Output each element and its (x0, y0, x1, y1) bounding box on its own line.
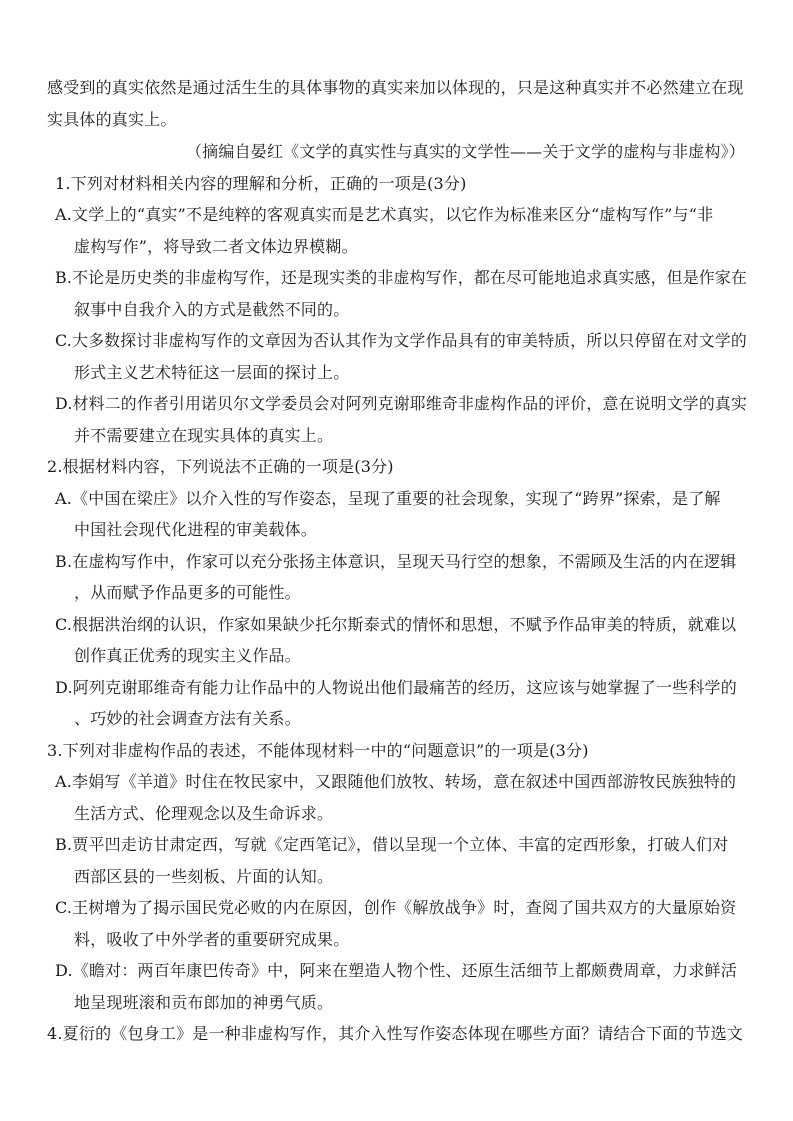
question-2-option-a: A.《中国在梁庄》以介入性的写作姿态，呈现了重要的社会现象，实现了“跨界”探索，是了解 (55, 489, 721, 508)
question-3-option-b: B.贾平凹走访甘肃定西，写就《定西笔记》，借以呈现一个立体、丰富的定西形象，打破人们对 (55, 835, 729, 854)
question-3-option-b-cont: 西部区县的一些刻板、片面的认知。 (74, 867, 334, 886)
question-2-option-c-cont: 创作真正优秀的现实主义作品。 (74, 646, 301, 665)
passage-text-line: 实具体的真实上。 (47, 110, 177, 129)
question-1-stem: 1.下列对材料相关内容的理解和分析，正确的一项是(3分) (55, 174, 467, 193)
question-1-option-d: D.材料二的作者引用诺贝尔文学委员会对阿列克谢耶维奇非虚构作品的评价，意在说明文学的真实 (55, 394, 748, 413)
question-3-option-d-cont: 地呈现班滚和贡布郎加的神勇气质。 (74, 993, 334, 1012)
question-3-stem: 3.下列对非虚构作品的表述，不能体现材料一中的“问题意识”的一项是(3分) (47, 741, 589, 760)
question-1-option-c: C.大多数探讨非虚构写作的文章因为否认其作为文学作品具有的审美特质，所以只停留在对文学的 (55, 331, 747, 350)
question-2-option-b: B.在虚构写作中，作家可以充分张扬主体意识，呈现天马行空的想象，不需顾及生活的内在逻辑 (55, 552, 737, 571)
passage-source-citation: （摘编自晏红《文学的真实性与真实的文学性——关于文学的虚构与非虚构》） (185, 142, 745, 161)
question-4-stem: 4.夏衍的《包身工》是一种非虚构写作，其介入性写作姿态体现在哪些方面？请结合下面的节选文 (47, 1024, 744, 1043)
question-1-option-a-cont: 虚构写作”，将导致二者文体边界模糊。 (74, 237, 358, 256)
question-2-option-d-cont: 、巧妙的社会调查方法有关系。 (74, 709, 301, 728)
question-1-option-b-cont: 叙事中自我介入的方式是截然不同的。 (74, 300, 350, 319)
question-2-option-a-cont: 中国社会现代化进程的审美载体。 (74, 520, 318, 539)
question-2-stem: 2.根据材料内容，下列说法不正确的一项是(3分) (47, 457, 394, 476)
question-3-option-a: A.李娟写《羊道》时住在牧民家中，又跟随他们放牧、转场，意在叙述中国西部游牧民族独特的 (55, 772, 737, 791)
question-3-option-c: C.王树增为了揭示国民党必败的内在原因，创作《解放战争》时，查阅了国共双方的大量原始资 (55, 898, 737, 917)
question-1-option-a: A.文学上的“真实”不是纯粹的客观真实而是艺术真实，以它作为标准来区分“虚构写作”与“非 (55, 205, 714, 224)
question-1-option-c-cont: 形式主义艺术特征这一层面的探讨上。 (74, 363, 350, 382)
question-3-option-a-cont: 生活方式、伦理观念以及生命诉求。 (74, 804, 334, 823)
question-2-option-b-cont: ，从而赋予作品更多的可能性。 (74, 583, 301, 602)
question-1-option-b: B.不论是历史类的非虚构写作，还是现实类的非虚构写作，都在尽可能地追求真实感，但是作家在 (55, 268, 748, 287)
question-3-option-d: D.《瞻对：两百年康巴传奇》中，阿来在塑造人物个性、还原生活细节上都颇费周章，力求鲜活 (55, 961, 737, 980)
question-3-option-c-cont: 料，吸收了中外学者的重要研究成果。 (74, 930, 350, 949)
question-2-option-c: C.根据洪治纲的认识，作家如果缺少托尔斯泰式的情怀和思想，不赋予作品审美的特质，就难以 (55, 615, 737, 634)
question-1-option-d-cont: 并不需要建立在现实具体的真实上。 (74, 426, 334, 445)
question-2-option-d: D.阿列克谢耶维奇有能力让作品中的人物说出他们最痛苦的经历，这应该与她掌握了一些科学的 (55, 678, 737, 697)
passage-text-line: 感受到的真实依然是通过活生生的具体事物的真实来加以体现的，只是这种真实并不必然建立在现 (47, 78, 744, 97)
